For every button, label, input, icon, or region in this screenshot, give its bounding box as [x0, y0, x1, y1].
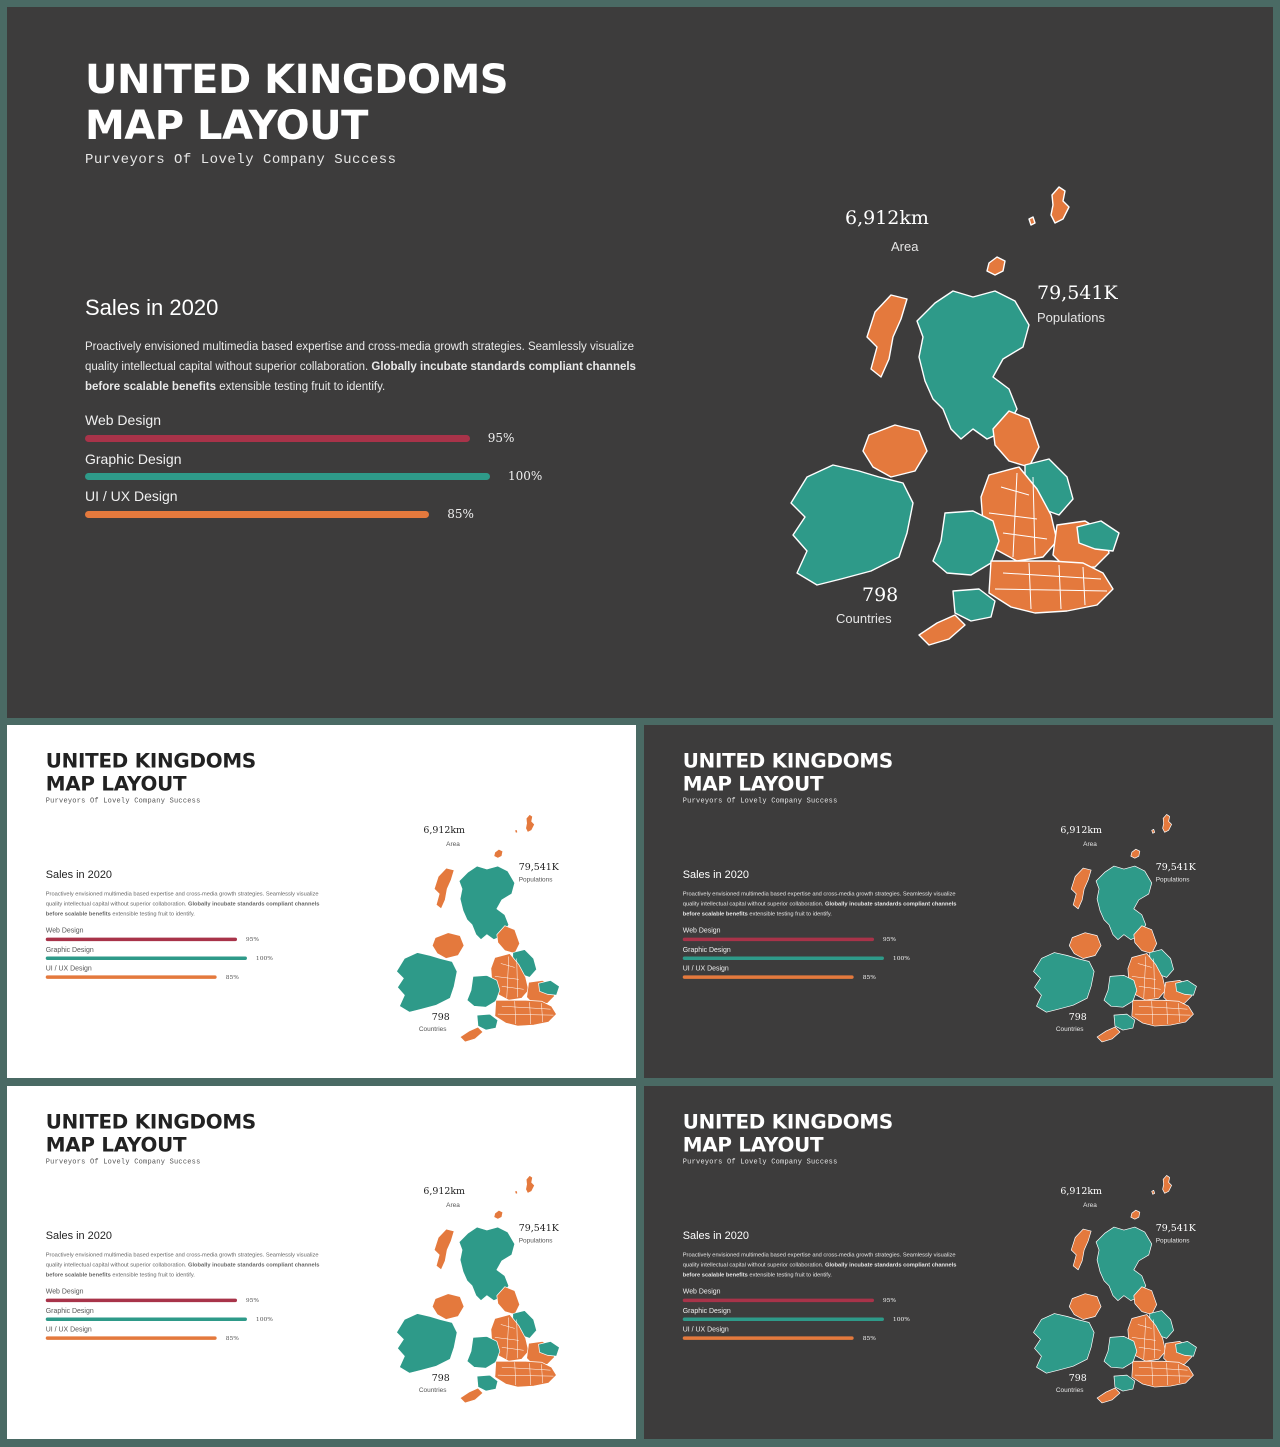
skill-pct-ui-ux-design: 85% [447, 507, 474, 521]
map-region-shetland-small-isle [1152, 829, 1155, 833]
map-region-shetland-small-isle [1029, 217, 1035, 225]
map-region-south-west-teal [1114, 1375, 1135, 1391]
skill-pct-graphic-design: 100% [892, 954, 910, 962]
uk-map-svg [1022, 1170, 1211, 1403]
uk-map-svg [1022, 809, 1211, 1042]
skill-pct-web-design: 95% [487, 431, 515, 445]
map-region-northern-ireland [432, 1294, 464, 1320]
map-region-south-england [989, 561, 1113, 613]
subtitle: Purveyors Of Lovely Company Success [45, 1158, 201, 1166]
skill-pct-ui-ux-design: 85% [862, 1334, 876, 1342]
description [683, 1250, 966, 1280]
description-bold: Globally incubate standards compliant channels before scalable benefits [682, 900, 957, 917]
area-value: 6,912km [423, 1185, 466, 1197]
skill-bar-web-design [683, 938, 874, 941]
section-title: Sales in 2020 [45, 1229, 112, 1242]
countries-label: Countries [1055, 1025, 1084, 1033]
thumbnail-dark-2[interactable] [644, 1086, 1273, 1439]
title-line-1: UNITED KINGDOMS [682, 749, 893, 773]
map-region-northern-ireland [863, 425, 927, 477]
description-part-2: extensible testing fruit to identify. [110, 910, 195, 917]
population-value: 79,541K [1037, 282, 1118, 304]
map-region-shetland-small-isle [515, 829, 518, 833]
uk-map [767, 177, 1147, 647]
skill-bar-graphic-design [46, 1318, 247, 1321]
map-region-cornwall [460, 1388, 483, 1403]
map-region-wales [467, 975, 500, 1007]
skill-label-web-design: Web Design [45, 926, 84, 935]
skill-pct-ui-ux-design: 85% [225, 1334, 239, 1342]
area-value: 6,912km [845, 207, 929, 229]
map-region-shetland-island [526, 814, 535, 832]
map-region-northern-ireland [432, 933, 464, 959]
population-value: 79,541K [1155, 1222, 1196, 1234]
skill-label-graphic-design: Graphic Design [682, 945, 731, 954]
thumbnail-content-3 [7, 1086, 636, 1439]
area-label: Area [446, 840, 460, 848]
section-title: Sales in 2020 [682, 1229, 749, 1242]
title-line-2: MAP LAYOUT [45, 772, 187, 796]
title-line-2: MAP LAYOUT [45, 1133, 187, 1157]
countries-label: Countries [418, 1386, 447, 1394]
map-region-south-england [495, 1000, 557, 1026]
population-label: Populations [1037, 310, 1105, 325]
countries-value: 798 [431, 1372, 450, 1384]
skill-pct-graphic-design: 100% [508, 469, 543, 483]
countries-label: Countries [1055, 1386, 1084, 1394]
map-region-orkney-islands [1131, 1210, 1140, 1219]
description-bold: Globally incubate standards compliant channels before scalable benefits [45, 1261, 320, 1278]
title-line-1: UNITED KINGDOMS [45, 1110, 256, 1134]
map-region-south-england [1132, 1000, 1194, 1026]
map-region-shetland-small-isle [1152, 1190, 1155, 1194]
map-region-ireland [1033, 1314, 1094, 1374]
map-region-wales [467, 1336, 500, 1368]
section-title: Sales in 2020 [85, 295, 219, 320]
map-region-south-west-teal [477, 1375, 498, 1391]
map-region-shetland-island [1163, 1175, 1172, 1193]
countries-value: 798 [1068, 1372, 1087, 1384]
title-line-1: UNITED KINGDOMS [45, 749, 256, 773]
map-region-shetland-island [526, 1175, 535, 1193]
map-region-shetland-small-isle [515, 1190, 518, 1194]
skill-bar-ui-ux-design [683, 975, 854, 978]
description [46, 1250, 329, 1280]
skill-label-ui-ux-design: UI / UX Design [85, 488, 178, 504]
population-value: 79,541K [518, 1222, 559, 1234]
area-label: Area [891, 239, 919, 254]
area-value: 6,912km [1060, 824, 1103, 836]
skill-label-ui-ux-design: UI / UX Design [45, 1324, 92, 1333]
page-title [85, 57, 508, 149]
skill-bar-graphic-design [46, 957, 247, 960]
map-region-northern-ireland [1069, 1294, 1101, 1320]
thumbnail-light-1[interactable] [7, 725, 636, 1078]
map-region-shetland-island [1163, 814, 1172, 832]
skill-pct-ui-ux-design: 85% [225, 973, 239, 981]
skill-pct-graphic-design: 100% [892, 1315, 910, 1323]
skill-label-graphic-design: Graphic Design [45, 1306, 94, 1315]
map-region-hebrides-islands [867, 295, 907, 377]
area-label: Area [1083, 1201, 1097, 1209]
countries-label: Countries [418, 1025, 447, 1033]
area-value: 6,912km [1060, 1185, 1103, 1197]
area-label: Area [1083, 840, 1097, 848]
map-region-orkney-islands [494, 849, 503, 858]
skill-label-graphic-design: Graphic Design [85, 451, 182, 467]
skill-pct-graphic-design: 100% [255, 1315, 273, 1323]
skill-label-ui-ux-design: UI / UX Design [682, 963, 729, 972]
skill-label-web-design: Web Design [682, 1287, 721, 1296]
skill-pct-web-design: 95% [245, 935, 260, 943]
title-line-2: MAP LAYOUT [85, 103, 368, 149]
area-value: 6,912km [423, 824, 466, 836]
skill-bar-graphic-design [85, 473, 490, 480]
title-line-2: MAP LAYOUT [682, 772, 824, 796]
title-line-1: UNITED KINGDOMS [85, 57, 509, 103]
map-region-ireland [791, 465, 913, 585]
countries-value: 798 [862, 584, 899, 606]
title-line-2: MAP LAYOUT [682, 1133, 824, 1157]
skill-label-web-design: Web Design [45, 1287, 84, 1296]
skill-bar-ui-ux-design [85, 511, 429, 518]
uk-map [1022, 809, 1211, 1042]
population-value: 79,541K [1155, 861, 1196, 873]
map-region-south-west-teal [1114, 1014, 1135, 1030]
section-title: Sales in 2020 [45, 868, 112, 881]
skill-bar-ui-ux-design [683, 1336, 854, 1339]
skill-pct-graphic-design: 100% [255, 954, 273, 962]
slide-content [7, 7, 1273, 718]
population-label: Populations [1155, 1236, 1190, 1244]
countries-value: 798 [431, 1011, 450, 1023]
skill-pct-ui-ux-design: 85% [862, 973, 876, 981]
description-part-1: Proactively envisioned multimedia based expertise and cross-media growth strategies. Seamlessly visualize quality intellectual capital without superior collaboration. [682, 1251, 956, 1268]
description-part-1: Proactively envisioned multimedia based expertise and cross-media growth strategies. Seamlessly visualize quality intellectual capital without superior collaboration. [45, 1251, 319, 1268]
skill-label-ui-ux-design: UI / UX Design [45, 963, 92, 972]
thumbnail-content-1 [7, 725, 636, 1078]
description-part-1: Proactively envisioned multimedia based expertise and cross-media growth strategies. Seamlessly visualize quality intellectual capital without superior collaboration. [85, 341, 635, 373]
map-region-south-west-teal [953, 589, 995, 621]
skill-label-graphic-design: Graphic Design [45, 945, 94, 954]
map-region-shetland-island [1051, 187, 1069, 223]
map-region-south-west-teal [477, 1014, 498, 1030]
skill-label-graphic-design: Graphic Design [682, 1306, 731, 1315]
uk-map-svg [767, 177, 1147, 647]
skill-bar-web-design [46, 938, 237, 941]
page-title [46, 750, 256, 796]
map-region-hebrides-islands [434, 868, 454, 909]
subtitle: Purveyors Of Lovely Company Success [682, 797, 838, 805]
area-label: Area [446, 1201, 460, 1209]
title-line-1: UNITED KINGDOMS [682, 1110, 893, 1134]
subtitle: Purveyors Of Lovely Company Success [85, 152, 397, 168]
countries-value: 798 [1068, 1011, 1087, 1023]
skill-bar-graphic-design [683, 1318, 884, 1321]
page-title [683, 1111, 893, 1157]
uk-map [1022, 1170, 1211, 1403]
map-region-ireland [1033, 953, 1094, 1013]
map-region-orkney-islands [1131, 849, 1140, 858]
map-region-ireland [396, 1314, 457, 1374]
skill-bar-graphic-design [683, 957, 884, 960]
skill-bar-ui-ux-design [46, 975, 217, 978]
map-region-orkney-islands [494, 1210, 503, 1219]
thumbnail-light-2[interactable] [7, 1086, 636, 1439]
description [683, 889, 966, 919]
thumbnail-content-4 [644, 1086, 1273, 1439]
map-region-cornwall [1097, 1027, 1120, 1042]
map-region-cornwall [919, 615, 965, 645]
skill-label-web-design: Web Design [85, 412, 162, 428]
skill-pct-web-design: 95% [882, 1296, 897, 1304]
description-part-2: extensible testing fruit to identify. [747, 910, 832, 917]
map-region-orkney-islands [987, 257, 1005, 275]
description-part-1: Proactively envisioned multimedia based expertise and cross-media growth strategies. Seamlessly visualize quality intellectual capital without superior collaboration. [682, 890, 956, 907]
map-region-cornwall [460, 1027, 483, 1042]
description [46, 889, 329, 919]
map-region-south-england [495, 1361, 557, 1387]
map-region-wales [933, 511, 999, 575]
population-label: Populations [518, 875, 553, 883]
uk-map-svg [385, 1170, 574, 1403]
hero-slide[interactable] [7, 7, 1273, 718]
skill-label-web-design: Web Design [682, 926, 721, 935]
uk-map [385, 809, 574, 1042]
skill-label-ui-ux-design: UI / UX Design [682, 1324, 729, 1333]
description-part-2: extensible testing fruit to identify. [216, 381, 386, 393]
subtitle: Purveyors Of Lovely Company Success [45, 797, 201, 805]
map-region-hebrides-islands [434, 1229, 454, 1270]
uk-map [385, 1170, 574, 1403]
description-bold: Globally incubate standards compliant channels before scalable benefits [45, 900, 320, 917]
skill-pct-web-design: 95% [245, 1296, 260, 1304]
map-region-hebrides-islands [1071, 1229, 1091, 1270]
map-region-wales [1104, 975, 1137, 1007]
thumbnail-dark-1[interactable] [644, 725, 1273, 1078]
thumbnail-content-2 [644, 725, 1273, 1078]
description-part-2: extensible testing fruit to identify. [747, 1271, 832, 1278]
population-label: Populations [518, 1236, 553, 1244]
map-region-northern-ireland [1069, 933, 1101, 959]
subtitle: Purveyors Of Lovely Company Success [682, 1158, 838, 1166]
map-region-south-england [1132, 1361, 1194, 1387]
description [85, 337, 655, 397]
map-region-hebrides-islands [1071, 868, 1091, 909]
population-label: Populations [1155, 875, 1190, 883]
page-title [46, 1111, 256, 1157]
skill-bar-web-design [683, 1299, 874, 1302]
countries-label: Countries [836, 611, 892, 626]
skill-bar-ui-ux-design [46, 1336, 217, 1339]
skill-bar-web-design [46, 1299, 237, 1302]
section-title: Sales in 2020 [682, 868, 749, 881]
page-title [683, 750, 893, 796]
skill-pct-web-design: 95% [882, 935, 897, 943]
description-part-2: extensible testing fruit to identify. [110, 1271, 195, 1278]
map-region-cornwall [1097, 1388, 1120, 1403]
skill-bar-web-design [85, 435, 470, 442]
population-value: 79,541K [518, 861, 559, 873]
description-bold: Globally incubate standards compliant channels before scalable benefits [682, 1261, 957, 1278]
map-region-wales [1104, 1336, 1137, 1368]
uk-map-svg [385, 809, 574, 1042]
description-part-1: Proactively envisioned multimedia based expertise and cross-media growth strategies. Seamlessly visualize quality intellectual capital without superior collaboration. [45, 890, 319, 907]
description-bold: Globally incubate standards compliant channels before scalable benefits [85, 361, 636, 393]
map-region-ireland [396, 953, 457, 1013]
